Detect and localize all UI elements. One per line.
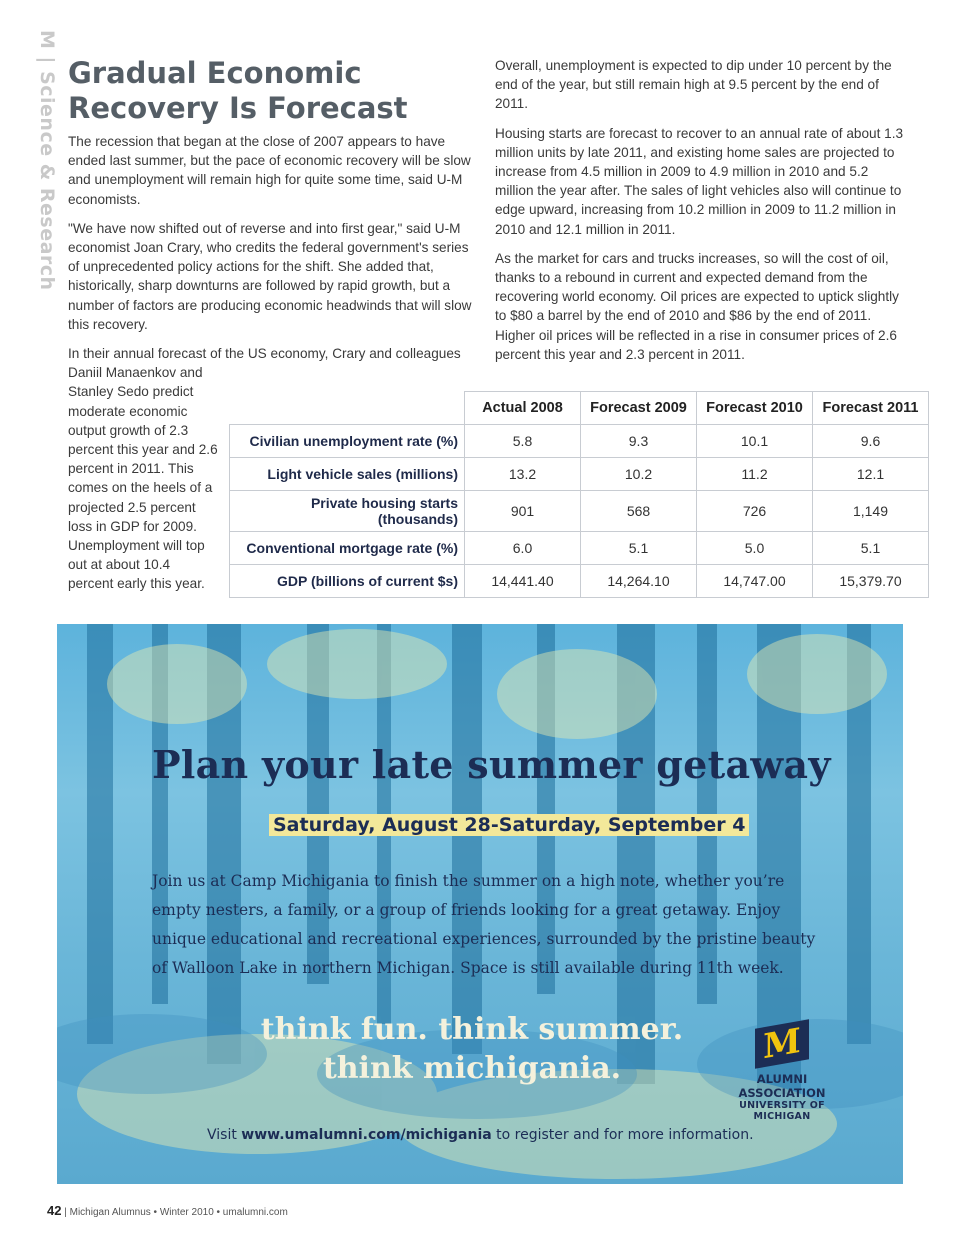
- ad-dates: Saturday, August 28-Saturday, September 4: [269, 814, 749, 836]
- table-cell: 14,441.40: [465, 565, 581, 598]
- visit-url-link[interactable]: www.umalumni.com/michigania: [241, 1127, 492, 1143]
- row-label: GDP (billions of current $s): [230, 565, 465, 598]
- table-cell: 9.3: [581, 425, 697, 458]
- table-cell: 14,264.10: [581, 565, 697, 598]
- row-label: Conventional mortgage rate (%): [230, 532, 465, 565]
- narrow-rest: Daniil Manaenkov and Stanley Sedo predict moderate economic output growth of 2.3 percent this year and 2.6 percent in 2011. This comes on the heels of a projected 2.5 percent loss in GDP for 2009. Unemployment will top out at about 10.4 percent early this year.: [68, 365, 218, 592]
- article-headline: Gradual Economic Recovery Is Forecast: [68, 56, 408, 125]
- article-paragraph: Housing starts are forecast to recover to an annual rate of about 1.3 million units by late 2011, and existing home sales are projected to increase from 4.5 million in 2009 to 4.9 million in 2010 and 5.2 million the year after. The sales of light vehicles also will continue to edge upward, increasing from 10.2 million in 2009 to 11.2 million in 2010 and 12.1 million in 2011.: [495, 125, 904, 237]
- forecast-table: [229, 391, 929, 598]
- table-cell: 10.1: [697, 425, 813, 458]
- article-paragraph: Overall, unemployment is expected to dip under 10 percent by the end of the year, but still remain high at 9.5 percent by the end of 2011.: [495, 58, 892, 112]
- row-label: Light vehicle sales (millions): [230, 458, 465, 491]
- table-cell: 11.2: [697, 458, 813, 491]
- table-row: [230, 425, 929, 458]
- table-cell: 15,379.70: [813, 565, 929, 598]
- table-header: Forecast 2010: [697, 392, 813, 425]
- visit-prefix: Visit: [207, 1127, 242, 1143]
- camp-michigania-ad: [57, 624, 903, 1184]
- ad-body: Join us at Camp Michigania to finish the summer on a high note, whether you’re empty nesters, a family, or a group of friends looking for a great getaway. Enjoy unique educational and recreational experiences, surrounded by the pristine beauty of Walloon Lake in northern Michigan. Space is still available during 11th week.: [152, 872, 816, 977]
- table-row: [230, 458, 929, 491]
- article-left-column: [68, 132, 473, 344]
- table-row: [230, 532, 929, 565]
- table-header: Actual 2008: [465, 392, 581, 425]
- visit-suffix: to register and for more information.: [491, 1127, 754, 1143]
- row-label: Private housing starts (thousands): [230, 491, 465, 532]
- page-number: 42: [47, 1203, 62, 1218]
- page-footer: [47, 1203, 288, 1218]
- table-cell: 10.2: [581, 458, 697, 491]
- table-header-row: [230, 392, 929, 425]
- table-cell: 5.1: [813, 532, 929, 565]
- row-label: Civilian unemployment rate (%): [230, 425, 465, 458]
- tagline-line-1: think fun. think summer.: [260, 1012, 684, 1047]
- ad-tagline: [257, 1010, 687, 1088]
- table-cell: 13.2: [465, 458, 581, 491]
- block-m-icon: M: [755, 1019, 809, 1069]
- logo-line-2: UNIVERSITY OF MICHIGAN: [739, 1100, 825, 1122]
- narrow-first-line: In their annual forecast of the US economy, Crary and colleagues: [68, 346, 461, 361]
- table-cell: 14,747.00: [697, 565, 813, 598]
- table-header: Forecast 2011: [813, 392, 929, 425]
- table-cell: 5.0: [697, 532, 813, 565]
- table-cell: 9.6: [813, 425, 929, 458]
- article-paragraph: As the market for cars and trucks increases, so will the cost of oil, thanks to a rebound in current and expected demand from the recovering world economy. Oil prices are expected to uptick slightly to $80 a barrel by the end of 2010 and $86 by the end of 2011. Higher oil prices will be reflected in a rise in consumer prices of 2.6 percent this year and 2.3 percent in 2011.: [495, 250, 899, 362]
- section-label-text: M | Science & Research: [36, 30, 58, 291]
- footer-text: | Michigan Alumnus • Winter 2010 • umalumni.com: [61, 1207, 288, 1218]
- table-cell: 6.0: [465, 532, 581, 565]
- logo-line-1: ALUMNI ASSOCIATION: [738, 1072, 826, 1100]
- tagline-line-2: think michigania.: [322, 1051, 622, 1086]
- ad-visit-line: [207, 1127, 754, 1143]
- table-cell: 901: [465, 491, 581, 532]
- table-cell: 1,149: [813, 491, 929, 532]
- article-right-column: [495, 56, 905, 374]
- table-cell: 726: [697, 491, 813, 532]
- article-paragraph: The recession that began at the close of 2007 appears to have ended last summer, but the pace of economic recovery will be slow and unemployment will remain high for quite some time, said U-M economists.: [68, 134, 471, 207]
- alumni-association-logo: [717, 1020, 847, 1122]
- table-header: Forecast 2009: [581, 392, 697, 425]
- table-row: [230, 565, 929, 598]
- table-cell: 5.8: [465, 425, 581, 458]
- section-label: [18, 30, 58, 291]
- ad-title: Plan your late summer getaway: [152, 742, 831, 787]
- table-cell: 5.1: [581, 532, 697, 565]
- table-row: [230, 491, 929, 532]
- table-cell: 12.1: [813, 458, 929, 491]
- table-cell: 568: [581, 491, 697, 532]
- article-paragraph: "We have now shifted out of reverse and into first gear," said U-M economist Joan Crary, who credits the federal government's series of unprecedented policy actions for the shift. She added that, historically, sharp downturns are followed by rapid growth, but a number of factors are producing economic headwinds that will slow this recovery.: [68, 220, 472, 332]
- table-corner: [230, 392, 465, 425]
